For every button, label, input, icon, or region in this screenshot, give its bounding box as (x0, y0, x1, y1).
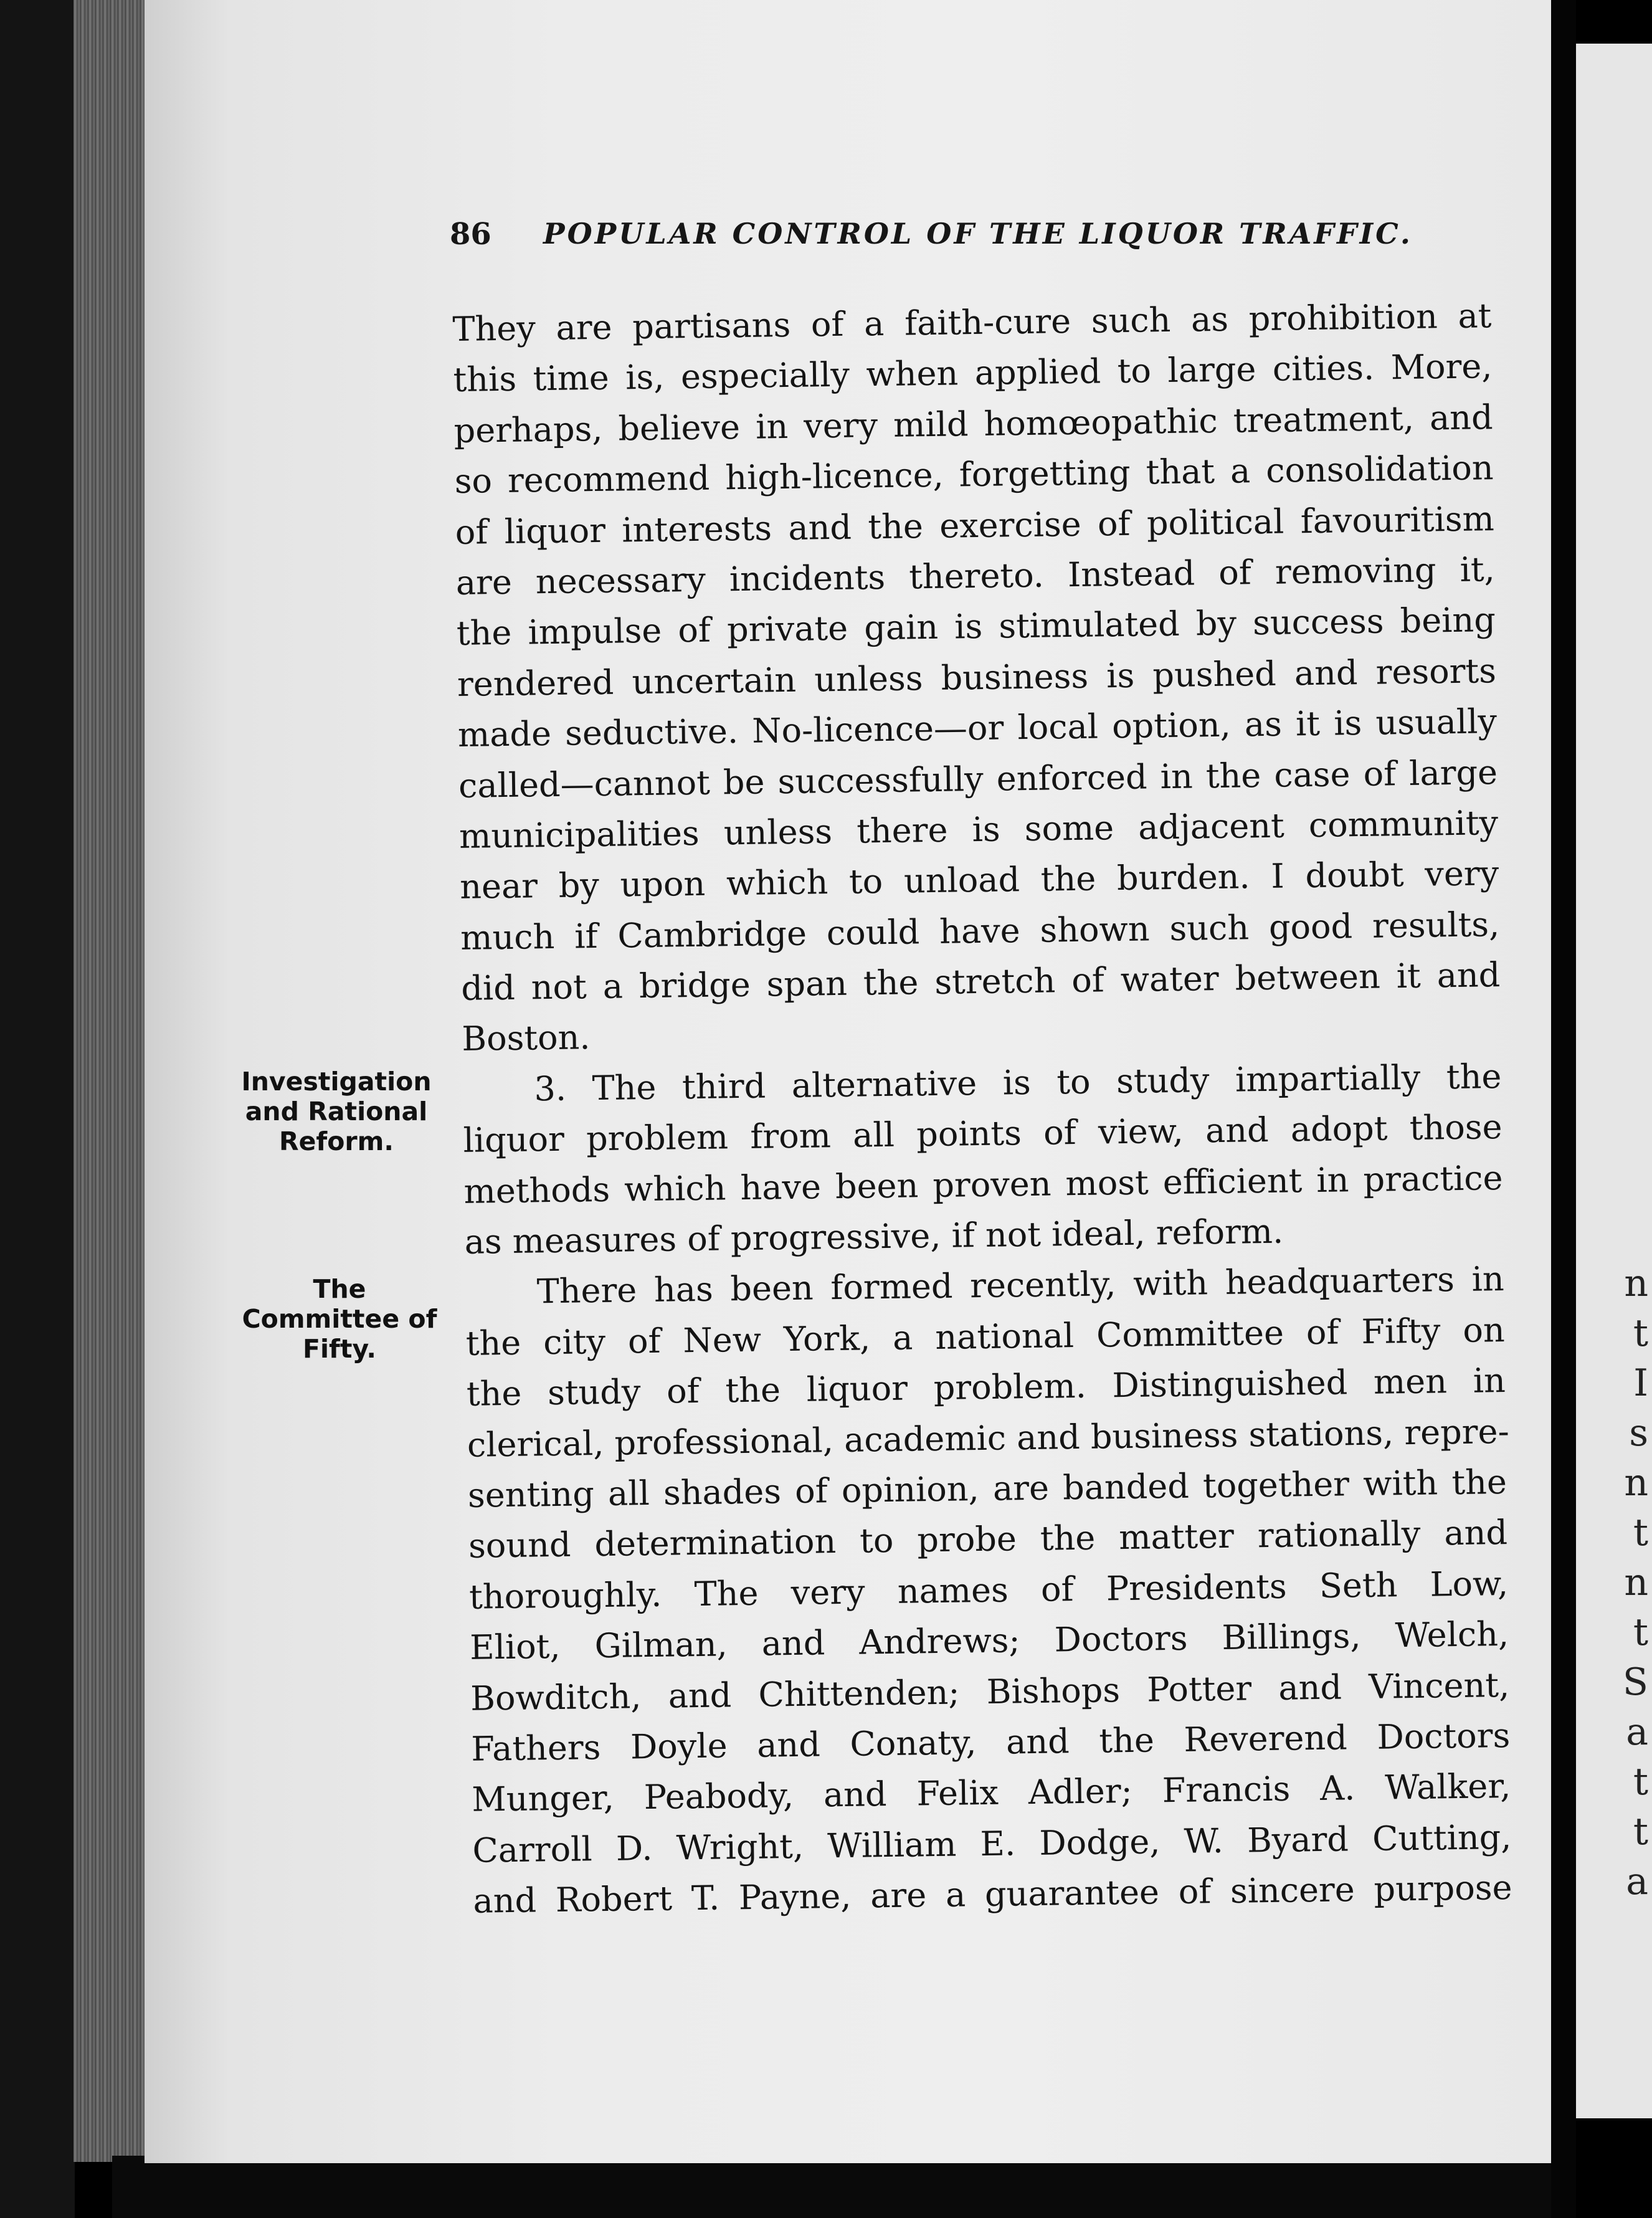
text-line: clerical, professional, academic and business stations, repre- (467, 1411, 1510, 1465)
running-title: POPULAR CONTROL OF THE LIQUOR TRAFFIC. (543, 217, 1413, 250)
gutter (1551, 0, 1576, 2218)
text-line: Bowditch, and Chittenden; Bishops Potter and Vincent, (470, 1665, 1510, 1718)
next-page-fragment: a (1626, 1860, 1648, 1903)
sidenote-line: and Rational (245, 1097, 428, 1126)
text-line: Eliot, Gilman, and Andrews; Doctors Billings, Welch, (469, 1614, 1509, 1667)
next-page-fragment: t (1633, 1511, 1648, 1554)
sidenote-investigation (230, 1067, 442, 1156)
next-page-fragment: n (1624, 1561, 1648, 1604)
text-line: of liquor interests and the exercise of political favouritism (455, 498, 1495, 552)
next-page-fragment: S (1622, 1660, 1648, 1704)
next-page-fragment: s (1629, 1411, 1648, 1455)
sidenote-line: The (313, 1274, 366, 1304)
sidenote-line: Fifty. (302, 1334, 377, 1364)
next-page-edge (1576, 44, 1652, 2118)
page-bottom-shadow (112, 2156, 1564, 2218)
text-line: perhaps, believe in very mild homœopathic treatment, and (453, 397, 1493, 450)
sidenote-line: Investigation (241, 1067, 432, 1097)
page-edge-stack (74, 0, 148, 2162)
running-header (450, 213, 1413, 263)
binding-shadow (0, 0, 75, 2218)
text-line: the city of New York, a national Committee of Fifty on (465, 1310, 1506, 1363)
next-page-fragment: t (1633, 1760, 1648, 1804)
text-line: as measures of progressive, if not ideal, reform. (464, 1211, 1284, 1262)
next-page-fragment: n (1624, 1461, 1648, 1505)
next-page-fragment: n (1624, 1262, 1648, 1305)
text-line: methods which have been proven most efficient in practice (463, 1158, 1503, 1211)
text-line: Boston. (462, 1017, 591, 1059)
text-line: sound determination to probe the matter rationally and (468, 1513, 1508, 1566)
text-line: They are partisans of a faith-cure such as prohibition at (452, 296, 1492, 349)
text-line: municipalities unless there is some adjacent community (458, 803, 1499, 856)
text-line: made seductive. No-licence—or local option, as it is usually (457, 702, 1498, 755)
text-line: much if Cambridge could have shown such good results, (460, 904, 1500, 958)
sidenote-line: Reform. (279, 1126, 394, 1156)
text-line: so recommend high-licence, forgetting that a consolidation (454, 448, 1494, 502)
text-line: called—cannot be successfully enforced in the case of large (458, 752, 1498, 806)
text-line: this time is, especially when applied to large cities. More, (453, 346, 1493, 400)
text-line: the study of the liquor problem. Distinguished men in (466, 1361, 1506, 1414)
next-page-fragment: a (1626, 1710, 1648, 1754)
body-text (452, 290, 1512, 1926)
sidenote-line: Committee of (242, 1304, 437, 1334)
text-line: Carroll D. Wright, William E. Dodge, W. Byard Cutting, (472, 1817, 1512, 1870)
text-line: Munger, Peabody, and Felix Adler; Francis A. Walker, (472, 1766, 1511, 1820)
next-page-fragment: t (1633, 1311, 1648, 1355)
next-page-fragment: I (1633, 1361, 1648, 1405)
text-line: are necessary incidents thereto. Instead of removing it, (455, 550, 1496, 602)
text-line: the impulse of private gain is stimulated by success being (456, 600, 1496, 654)
text-line: and Robert T. Payne, are a guarantee of sincere purpose (473, 1868, 1512, 1921)
text-line: liquor problem from all points of view, and adopt those (463, 1107, 1502, 1161)
sidenote-committee (234, 1274, 445, 1364)
next-page-fragment: t (1633, 1810, 1648, 1854)
text-line: There has been formed recently, with headquarters in (536, 1259, 1505, 1311)
text-line: thoroughly. The very names of Presidents Seth Low, (468, 1563, 1509, 1617)
text-line: senting all shades of opinion, are banded together with the (467, 1462, 1507, 1515)
text-line: did not a bridge span the stretch of water between it and (460, 955, 1501, 1008)
text-line: Fathers Doyle and Conaty, and the Reverend Doctors (470, 1715, 1511, 1769)
next-page-fragment: t (1633, 1611, 1648, 1654)
text-line: 3. The third alternative is to study impartially the (534, 1056, 1502, 1109)
page-number: 86 (450, 217, 491, 252)
text-line: near by upon which to unload the burden. I doubt very (459, 854, 1499, 907)
text-line: rendered uncertain unless business is pushed and resorts (457, 650, 1497, 704)
